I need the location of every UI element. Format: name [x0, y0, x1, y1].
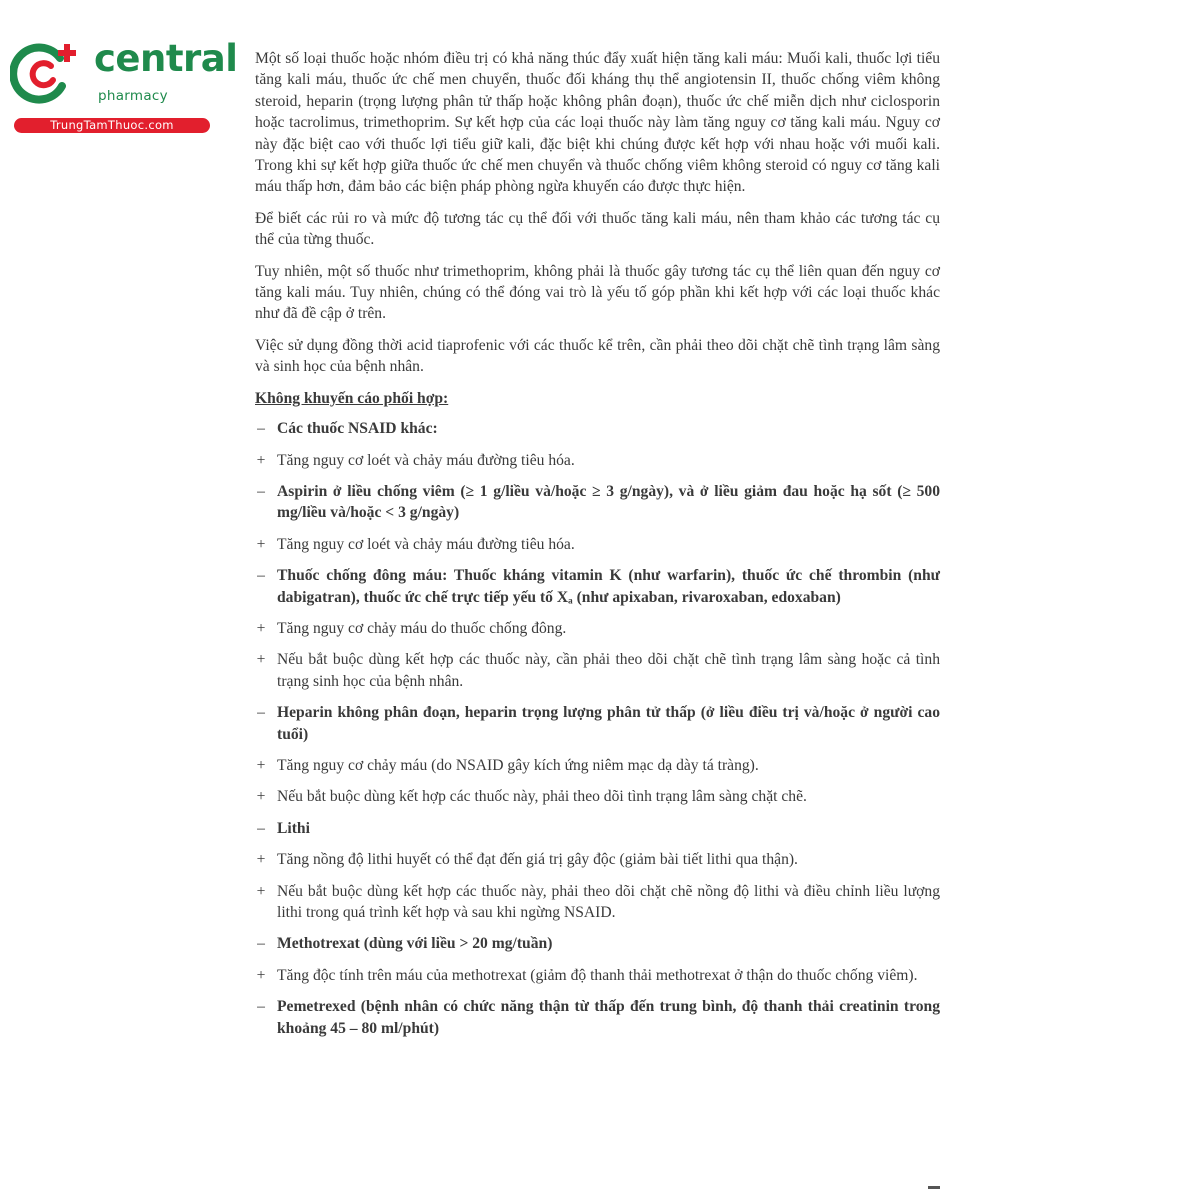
list-item	[255, 933, 940, 954]
paragraph: Tuy nhiên, một số thuốc như trimethoprim, không phải là thuốc gây tương tác cụ thể liên quan đến nguy cơ tăng kali máu. Tuy nhiên, chúng có thể đóng vai trò là yếu tố góp phần khi kết hợp với các loại thuốc khác như đã đề cập ở trên.	[255, 262, 940, 323]
plus-marker: +	[256, 451, 266, 469]
brand-logo	[10, 36, 238, 136]
list-item-text: Heparin không phân đoạn, heparin trọng lượng phân tử thấp (ở liều điều trị và/hoặc ở người cao tuổi)	[277, 704, 940, 743]
plus-marker: +	[256, 966, 266, 984]
dash-marker: –	[257, 482, 265, 500]
dash-marker: –	[257, 998, 265, 1016]
plus-marker: +	[256, 756, 266, 774]
brand-url-badge: TrungTamThuoc.com	[14, 118, 210, 133]
list-item-text: Methotrexat (dùng với liều > 20 mg/tuần)	[277, 935, 553, 953]
list-item-text: Nếu bắt buộc dùng kết hợp các thuốc này, phải theo dõi chặt chẽ nồng độ lithi và điều chỉnh liều lượng lithi trong quá trình kết hợp và sau khi ngừng NSAID.	[277, 882, 940, 921]
list-item-text: Tăng nồng độ lithi huyết có thể đạt đến giá trị gây độc (giảm bài tiết lithi qua thận).	[277, 851, 798, 869]
brand-name: central	[94, 37, 238, 80]
list-item	[255, 818, 940, 839]
list-item-text: Tăng nguy cơ loét và chảy máu đường tiêu hóa.	[277, 451, 575, 469]
list-item	[255, 481, 940, 524]
list-item-text: Tăng nguy cơ loét và chảy máu đường tiêu hóa.	[277, 535, 575, 553]
list-item	[255, 534, 940, 555]
plus-marker: +	[256, 651, 266, 669]
list-item-text: Aspirin ở liều chống viêm (≥ 1 g/liều và/hoặc ≥ 3 g/ngày), và ở liều giảm đau hoặc hạ sốt (≥ 500 mg/liều và/hoặc < 3 g/ngày)	[277, 482, 940, 522]
dash-marker: –	[257, 567, 265, 585]
section-heading: Không khuyến cáo phối hợp:	[255, 389, 449, 407]
brand-subtitle: pharmacy	[98, 88, 168, 104]
plus-marker: +	[256, 619, 266, 637]
document-page	[255, 48, 940, 1049]
list-item	[255, 996, 940, 1039]
dash-marker: –	[257, 704, 265, 722]
dash-marker: –	[257, 420, 265, 438]
page-number-fragment	[928, 1186, 940, 1189]
plus-marker: +	[256, 535, 266, 553]
list-item-text: Nếu bắt buộc dùng kết hợp các thuốc này, phải theo dõi tình trạng lâm sàng chặt chẽ.	[277, 788, 807, 806]
list-item-text: Tăng độc tính trên máu của methotrexat (giảm độ thanh thải methotrexat ở thận do thuốc chống viêm).	[277, 966, 918, 984]
list-item	[255, 450, 940, 471]
dash-marker: –	[257, 819, 265, 837]
list-item-text: Thuốc chống đông máu: Thuốc kháng vitamin K (như warfarin), thuốc ức chế thrombin (như dabigatran), thuốc ức chế trực tiếp yếu tố Xₐ (như apixaban, rivaroxaban, edoxaban)	[277, 567, 940, 606]
list-item-text: Nếu bắt buộc dùng kết hợp các thuốc này, cần phải theo dõi chặt chẽ tình trạng lâm sàng hoặc cả tình trạng sinh học của bệnh nhân.	[277, 651, 940, 690]
list-item	[255, 786, 940, 807]
list-item	[255, 649, 940, 692]
paragraph: Một số loại thuốc hoặc nhóm điều trị có khả năng thúc đẩy xuất hiện tăng kali máu: Muối kali, thuốc lợi tiểu tăng kali máu, thuốc ức chế men chuyển, thuốc đối kháng thụ thể angiotensin II, thuốc chống viêm không steroid, heparin (trọng lượng phân tử thấp hoặc không phân đoạn), thuốc ức chế miễn dịch như ciclosporin hoặc tacrolimus, trimethoprim. Sự kết hợp của các loại thuốc này làm tăng nguy cơ tăng kali máu. Nguy cơ này đặc biệt cao với thuốc lợi tiểu giữ kali, đặc biệt khi chúng được kết hợp với nhau hoặc với muối kali. Trong khi sự kết hợp giữa thuốc ức chế men chuyển và thuốc chống viêm không steroid có nguy cơ tăng kali máu thấp hơn, đảm bảo các biện pháp phòng ngừa khuyến cáo được thực hiện.	[255, 50, 940, 196]
pharmacy-cross-logo-icon	[10, 38, 80, 108]
list-item-text: Tăng nguy cơ chảy máu (do NSAID gây kích ứng niêm mạc dạ dày tá tràng).	[277, 756, 759, 774]
list-item	[255, 618, 940, 639]
list-item	[255, 565, 940, 608]
list-item-text: Tăng nguy cơ chảy máu do thuốc chống đông.	[277, 619, 567, 637]
list-item	[255, 849, 940, 870]
paragraph: Để biết các rủi ro và mức độ tương tác cụ thể đối với thuốc tăng kali máu, nên tham khảo các tương tác cụ thể của từng thuốc.	[255, 209, 940, 249]
plus-marker: +	[256, 882, 266, 900]
plus-marker: +	[256, 851, 266, 869]
paragraph: Việc sử dụng đồng thời acid tiaprofenic với các thuốc kể trên, cần phải theo dõi chặt chẽ tình trạng lâm sàng và sinh học của bệnh nhân.	[255, 336, 940, 376]
list-item-text: Pemetrexed (bệnh nhân có chức năng thận từ thấp đến trung bình, độ thanh thải creatinin trong khoảng 45 – 80 ml/phút)	[277, 998, 940, 1037]
list-item-text: Các thuốc NSAID khác:	[277, 420, 438, 438]
dash-marker: –	[257, 935, 265, 953]
list-item	[255, 702, 940, 745]
list-item	[255, 965, 940, 986]
list-item	[255, 755, 940, 776]
list-item-text: Lithi	[277, 819, 310, 837]
list-item	[255, 881, 940, 924]
list-item	[255, 418, 940, 439]
plus-marker: +	[256, 788, 266, 806]
